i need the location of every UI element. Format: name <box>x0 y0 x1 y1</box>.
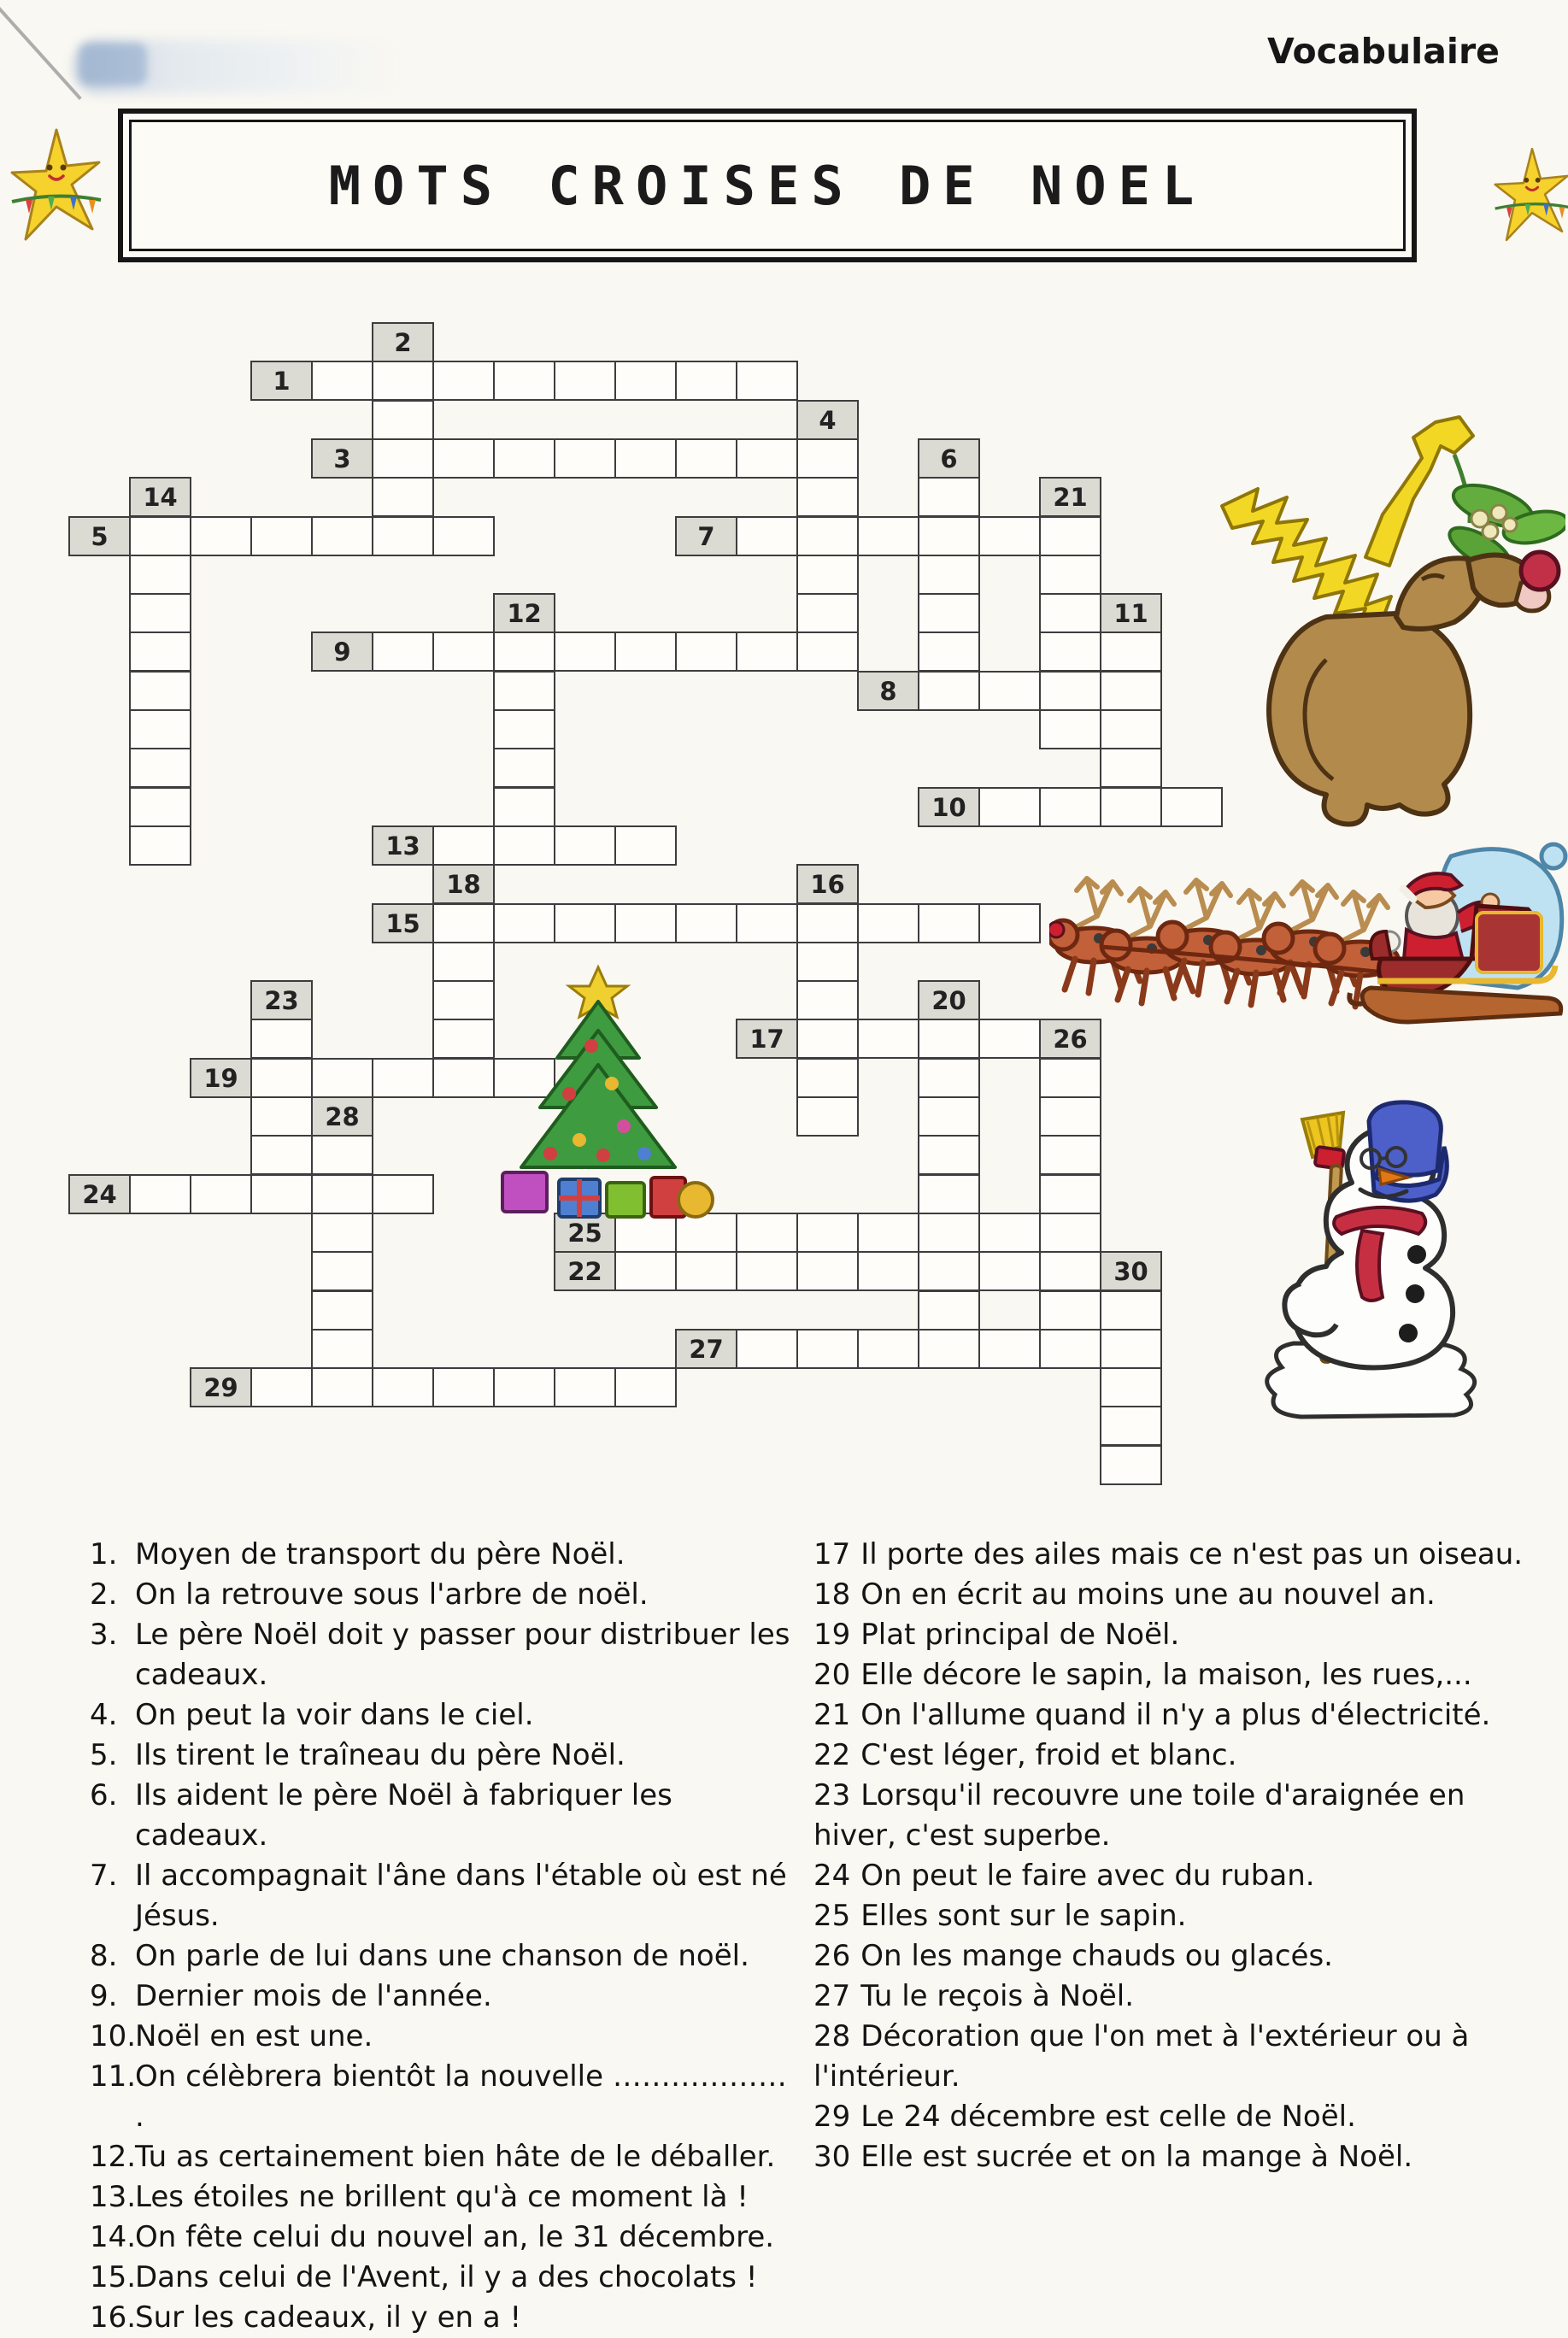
clue-item <box>90 2258 799 2298</box>
letter-cell[interactable] <box>372 361 434 401</box>
letter-cell[interactable] <box>796 477 859 517</box>
word-3-number-cell: 3 <box>311 438 373 479</box>
letter-cell[interactable] <box>614 903 677 943</box>
christmas-tree-illustration <box>477 964 720 1225</box>
letter-cell[interactable] <box>1039 671 1101 711</box>
letter-cell[interactable] <box>311 1290 373 1331</box>
letter-cell[interactable] <box>978 516 1041 556</box>
letter-cell[interactable] <box>614 631 677 672</box>
clue-text: Elle est sucrée et on la mange à Noël. <box>860 2140 1413 2174</box>
letter-cell[interactable] <box>918 1019 980 1059</box>
word-1-number-cell: 1 <box>250 361 313 401</box>
letter-cell[interactable] <box>736 516 798 556</box>
letter-cell[interactable] <box>250 1367 313 1407</box>
letter-cell[interactable] <box>1100 1290 1162 1331</box>
word-15-number-cell: 15 <box>372 903 434 943</box>
letter-cell[interactable] <box>675 631 737 672</box>
letter-cell[interactable] <box>250 1096 313 1137</box>
letter-cell[interactable] <box>1039 1135 1101 1175</box>
letter-cell[interactable] <box>1039 1213 1101 1253</box>
erased-name-smudge <box>79 43 147 85</box>
letter-cell[interactable] <box>918 631 980 672</box>
letter-cell[interactable] <box>554 631 616 672</box>
letter-cell[interactable] <box>736 361 798 401</box>
letter-cell[interactable] <box>432 438 495 479</box>
letter-cell[interactable] <box>250 1135 313 1175</box>
clue-item <box>90 1575 799 1615</box>
letter-cell[interactable] <box>918 516 980 556</box>
letter-cell[interactable] <box>1039 1329 1101 1369</box>
clue-number: 25 <box>813 1899 851 1933</box>
letter-cell[interactable] <box>493 709 555 749</box>
letter-cell[interactable] <box>190 516 252 556</box>
letter-cell[interactable] <box>918 593 980 633</box>
santa-sleigh-illustration <box>1049 831 1568 1031</box>
letter-cell[interactable] <box>675 361 737 401</box>
letter-cell[interactable] <box>311 1367 373 1407</box>
clue-number: 29 <box>813 2100 851 2134</box>
letter-cell[interactable] <box>129 631 191 672</box>
letter-cell[interactable] <box>250 1058 313 1098</box>
clue-number: 11. <box>90 2059 137 2094</box>
clue-text: On les mange chauds ou glacés. <box>860 1939 1333 1973</box>
letter-cell[interactable] <box>311 1213 373 1253</box>
letter-cell[interactable] <box>978 1329 1041 1369</box>
letter-cell[interactable] <box>372 477 434 517</box>
clue-item <box>90 1535 799 1575</box>
letter-cell[interactable] <box>493 631 555 672</box>
clue-text: Dans celui de l'Avent, il y a des chocolats ! <box>135 2260 758 2294</box>
clue-item <box>813 2017 1553 2097</box>
clue-number: 30 <box>813 2140 851 2174</box>
word-12-number-cell: 12 <box>493 593 555 633</box>
letter-cell[interactable] <box>978 671 1041 711</box>
letter-cell[interactable] <box>1039 709 1101 749</box>
letter-cell[interactable] <box>372 400 434 440</box>
letter-cell[interactable] <box>918 671 980 711</box>
letter-cell[interactable] <box>614 1367 677 1407</box>
letter-cell[interactable] <box>432 1367 495 1407</box>
clue-item <box>813 1615 1553 1655</box>
letter-cell[interactable] <box>796 903 859 943</box>
letter-cell[interactable] <box>493 748 555 788</box>
red-nose <box>1521 552 1559 590</box>
letter-cell[interactable] <box>1100 1406 1162 1446</box>
clue-number: 28 <box>813 2019 851 2053</box>
letter-cell[interactable] <box>918 1135 980 1175</box>
clue-text: Le père Noël doit y passer pour distribuer les cadeaux. <box>135 1618 790 1692</box>
word-2-number-cell: 2 <box>372 322 434 362</box>
letter-cell[interactable] <box>493 1367 555 1407</box>
lead-reindeer-nose <box>1049 922 1064 937</box>
clue-number: 10. <box>90 2019 137 2053</box>
title-box <box>118 109 1417 262</box>
clue-text: Plat principal de Noël. <box>860 1618 1180 1652</box>
page-title: MOTS CROISES DE NOEL <box>328 154 1207 217</box>
letter-cell[interactable] <box>493 438 555 479</box>
word-21-number-cell: 21 <box>1039 477 1101 517</box>
letter-cell[interactable] <box>311 1329 373 1369</box>
word-13-number-cell: 13 <box>372 825 434 866</box>
letter-cell[interactable] <box>1100 1329 1162 1369</box>
letter-cell[interactable] <box>372 1367 434 1407</box>
clue-number: 12. <box>90 2140 137 2174</box>
letter-cell[interactable] <box>918 1174 980 1214</box>
letter-cell[interactable] <box>1100 671 1162 711</box>
letter-cell[interactable] <box>978 1251 1041 1291</box>
letter-cell[interactable] <box>554 903 616 943</box>
clue-number: 22 <box>813 1738 851 1772</box>
letter-cell[interactable] <box>311 1251 373 1291</box>
clue-text: Il porte des ailes mais ce n'est pas un oiseau. <box>860 1537 1524 1571</box>
clue-item <box>813 1936 1553 1977</box>
letter-cell[interactable] <box>1039 1251 1101 1291</box>
letter-cell[interactable] <box>857 1251 919 1291</box>
clue-number: 26 <box>813 1939 851 1973</box>
letter-cell[interactable] <box>1039 787 1101 827</box>
clue-item <box>90 2218 799 2258</box>
letter-cell[interactable] <box>918 1329 980 1369</box>
letter-cell[interactable] <box>1100 631 1162 672</box>
word-16-number-cell: 16 <box>796 864 859 904</box>
letter-cell[interactable] <box>796 631 859 672</box>
letter-cell[interactable] <box>129 555 191 595</box>
letter-cell[interactable] <box>796 980 859 1020</box>
star-garland-left-illustration <box>10 128 103 256</box>
clue-number: 13. <box>90 2180 137 2214</box>
letter-cell[interactable] <box>432 903 495 943</box>
letter-cell[interactable] <box>493 671 555 711</box>
letter-cell[interactable] <box>554 1367 616 1407</box>
letter-cell[interactable] <box>857 516 919 556</box>
clue-item <box>813 2097 1553 2137</box>
reindeer-body <box>1269 552 1559 825</box>
clue-text: On parle de lui dans une chanson de noël. <box>135 1939 749 1973</box>
letter-cell[interactable] <box>129 671 191 711</box>
letter-cell[interactable] <box>493 361 555 401</box>
clue-item <box>813 1977 1553 2017</box>
clue-item <box>813 1856 1553 1896</box>
clue-text: Elles sont sur le sapin. <box>860 1899 1187 1933</box>
clue-item <box>813 1736 1553 1776</box>
clue-text: On célèbrera bientôt la nouvelle ……………… . <box>135 2059 787 2134</box>
clue-text: Ils tirent le traîneau du père Noël. <box>135 1738 625 1772</box>
letter-cell[interactable] <box>432 516 495 556</box>
letter-cell[interactable] <box>1100 709 1162 749</box>
snowman-illustration <box>1241 1096 1497 1429</box>
word-6-number-cell: 6 <box>918 438 980 479</box>
clue-item <box>90 1615 799 1695</box>
letter-cell[interactable] <box>736 438 798 479</box>
letter-cell[interactable] <box>250 1019 313 1059</box>
letter-cell[interactable] <box>978 787 1041 827</box>
letter-cell[interactable] <box>857 903 919 943</box>
letter-cell[interactable] <box>614 438 677 479</box>
letter-cell[interactable] <box>1039 1096 1101 1137</box>
clue-text: On en écrit au moins une au nouvel an. <box>860 1577 1436 1612</box>
clue-item <box>813 1575 1553 1615</box>
letter-cell[interactable] <box>918 477 980 517</box>
letter-cell[interactable] <box>372 438 434 479</box>
word-11-number-cell: 11 <box>1100 593 1162 633</box>
letter-cell[interactable] <box>796 1019 859 1059</box>
letter-cell[interactable] <box>493 903 555 943</box>
letter-cell[interactable] <box>796 1251 859 1291</box>
clue-item <box>813 1535 1553 1575</box>
title-box-inner-frame <box>129 120 1406 251</box>
word-29-number-cell: 29 <box>190 1367 252 1407</box>
letter-cell[interactable] <box>1039 593 1101 633</box>
letter-cell[interactable] <box>918 1290 980 1331</box>
clue-number: 24 <box>813 1859 851 1893</box>
letter-cell[interactable] <box>129 1174 191 1214</box>
letter-cell[interactable] <box>1100 1445 1162 1485</box>
letter-cell[interactable] <box>311 1058 373 1098</box>
letter-cell[interactable] <box>918 1058 980 1098</box>
clue-item <box>813 1896 1553 1936</box>
letter-cell[interactable] <box>129 709 191 749</box>
letter-cell[interactable] <box>1039 516 1101 556</box>
letter-cell[interactable] <box>918 1251 980 1291</box>
letter-cell[interactable] <box>857 1329 919 1369</box>
letter-cell[interactable] <box>311 1135 373 1175</box>
word-23-number-cell: 23 <box>250 980 313 1020</box>
word-24-number-cell: 24 <box>68 1174 131 1214</box>
letter-cell[interactable] <box>129 516 191 556</box>
letter-cell[interactable] <box>675 903 737 943</box>
clue-item <box>90 2137 799 2177</box>
letter-cell[interactable] <box>1100 1367 1162 1407</box>
word-14-number-cell: 14 <box>129 477 191 517</box>
letter-cell[interactable] <box>129 593 191 633</box>
tree-foliage <box>521 1002 675 1167</box>
letter-cell[interactable] <box>796 1329 859 1369</box>
clue-text: Elle décore le sapin, la maison, les rues,... <box>860 1658 1472 1692</box>
clue-text: Tu as certainement bien hâte de le déballer. <box>135 2140 776 2174</box>
clue-text: Tu le reçois à Noël. <box>860 1979 1135 2013</box>
clue-item <box>813 1776 1553 1856</box>
clue-text: On la retrouve sous l'arbre de noël. <box>135 1577 649 1612</box>
clue-text: Décoration que l'on met à l'extérieur ou à l'intérieur. <box>813 2019 1470 2094</box>
letter-cell[interactable] <box>736 1251 798 1291</box>
scan-artifact-line <box>0 0 82 100</box>
clue-number: 7. <box>90 1859 118 1893</box>
letter-cell[interactable] <box>372 516 434 556</box>
letter-cell[interactable] <box>432 825 495 866</box>
letter-cell[interactable] <box>796 516 859 556</box>
clue-number: 18 <box>813 1577 851 1612</box>
clue-text: Les étoiles ne brillent qu'à ce moment là ! <box>135 2180 749 2214</box>
letter-cell[interactable] <box>614 1251 677 1291</box>
letter-cell[interactable] <box>129 748 191 788</box>
letter-cell[interactable] <box>311 361 373 401</box>
letter-cell[interactable] <box>918 1096 980 1137</box>
word-28-number-cell: 28 <box>311 1096 373 1137</box>
clue-item <box>90 1856 799 1936</box>
letter-cell[interactable] <box>1039 1174 1101 1214</box>
letter-cell[interactable] <box>1100 787 1162 827</box>
word-27-number-cell: 27 <box>675 1329 737 1369</box>
clue-text: Il accompagnait l'âne dans l'étable où est né Jésus. <box>135 1859 787 1933</box>
word-25-number-cell: 25 <box>554 1213 616 1253</box>
word-8-number-cell: 8 <box>857 671 919 711</box>
clue-number: 16. <box>90 2300 137 2335</box>
letter-cell[interactable] <box>978 1213 1041 1253</box>
letter-cell[interactable] <box>918 903 980 943</box>
star-garland-right-illustration <box>1494 137 1568 265</box>
clue-item <box>90 1736 799 1776</box>
letter-cell[interactable] <box>918 1213 980 1253</box>
clue-text: Dernier mois de l'année. <box>135 1979 492 2013</box>
star-shape <box>12 130 99 239</box>
letter-cell[interactable] <box>129 787 191 827</box>
letter-cell[interactable] <box>432 631 495 672</box>
clue-text: Lorsqu'il recouvre une toile d'araignée en hiver, c'est superbe. <box>813 1778 1465 1853</box>
word-17-number-cell: 17 <box>736 1019 798 1059</box>
letter-cell[interactable] <box>554 825 616 866</box>
letter-cell[interactable] <box>736 903 798 943</box>
clue-text: Noël en est une. <box>135 2019 373 2053</box>
letter-cell[interactable] <box>372 1058 434 1098</box>
clue-item <box>813 1695 1553 1736</box>
word-30-number-cell: 30 <box>1100 1251 1162 1291</box>
clue-item <box>90 2017 799 2057</box>
word-10-number-cell: 10 <box>918 787 980 827</box>
clue-number: 3. <box>90 1618 118 1652</box>
clue-text: On fête celui du nouvel an, le 31 décembre. <box>135 2220 775 2254</box>
letter-cell[interactable] <box>736 631 798 672</box>
clue-number: 14. <box>90 2220 137 2254</box>
clue-number: 6. <box>90 1778 118 1812</box>
letter-cell[interactable] <box>736 1329 798 1369</box>
clue-list-left <box>90 1535 799 2338</box>
letter-cell[interactable] <box>554 438 616 479</box>
clue-number: 21 <box>813 1698 851 1732</box>
letter-cell[interactable] <box>493 825 555 866</box>
letter-cell[interactable] <box>554 361 616 401</box>
letter-cell[interactable] <box>796 1096 859 1137</box>
clue-text: C'est léger, froid et blanc. <box>860 1738 1237 1772</box>
letter-cell[interactable] <box>1039 1290 1101 1331</box>
letter-cell[interactable] <box>129 825 191 866</box>
gifts <box>502 1172 713 1217</box>
word-26-number-cell: 26 <box>1039 1019 1101 1059</box>
letter-cell[interactable] <box>250 1174 313 1214</box>
clue-number: 9. <box>90 1979 118 2013</box>
word-20-number-cell: 20 <box>918 980 980 1020</box>
letter-cell[interactable] <box>857 1213 919 1253</box>
letter-cell[interactable] <box>432 361 495 401</box>
word-19-number-cell: 19 <box>190 1058 252 1098</box>
letter-cell[interactable] <box>978 1019 1041 1059</box>
clue-number: 5. <box>90 1738 118 1772</box>
letter-cell[interactable] <box>978 903 1041 943</box>
clue-text: On peut le faire avec du ruban. <box>860 1859 1315 1893</box>
clue-number: 4. <box>90 1698 118 1732</box>
clue-number: 15. <box>90 2260 137 2294</box>
letter-cell[interactable] <box>736 1213 798 1253</box>
reindeer-mistletoe-illustration <box>1198 403 1565 852</box>
letter-cell[interactable] <box>614 361 677 401</box>
letter-cell[interactable] <box>796 593 859 633</box>
clue-item <box>90 1936 799 1977</box>
word-4-number-cell: 4 <box>796 400 859 440</box>
clue-number: 8. <box>90 1939 118 1973</box>
letter-cell[interactable] <box>614 825 677 866</box>
clue-text: On peut la voir dans le ciel. <box>135 1698 534 1732</box>
clue-number: 27 <box>813 1979 851 2013</box>
letter-cell[interactable] <box>1100 748 1162 788</box>
letter-cell[interactable] <box>1039 1058 1101 1098</box>
clue-item <box>90 2057 799 2137</box>
letter-cell[interactable] <box>796 1213 859 1253</box>
letter-cell[interactable] <box>796 942 859 982</box>
word-7-number-cell: 7 <box>675 516 737 556</box>
letter-cell[interactable] <box>311 1174 373 1214</box>
clue-number: 23 <box>813 1778 851 1812</box>
letter-cell[interactable] <box>918 555 980 595</box>
clue-item <box>90 2177 799 2218</box>
clue-number: 19 <box>813 1618 851 1652</box>
corner-label: Vocabulaire <box>1267 31 1500 72</box>
clue-text: Sur les cadeaux, il y en a ! <box>135 2300 522 2335</box>
clue-text: Ils aident le père Noël à fabriquer les cadeaux. <box>135 1778 672 1853</box>
reindeer-team <box>1049 878 1407 1007</box>
letter-cell[interactable] <box>675 438 737 479</box>
letter-cell[interactable] <box>250 516 313 556</box>
letter-cell[interactable] <box>1039 555 1101 595</box>
letter-cell[interactable] <box>493 787 555 827</box>
letter-cell[interactable] <box>857 1019 919 1059</box>
word-9-number-cell: 9 <box>311 631 373 672</box>
clue-item <box>90 1776 799 1856</box>
letter-cell[interactable] <box>796 1058 859 1098</box>
letter-cell[interactable] <box>311 516 373 556</box>
clue-item <box>813 1655 1553 1695</box>
clue-list-right <box>813 1535 1553 2177</box>
word-18-number-cell: 18 <box>432 864 495 904</box>
clue-number: 2. <box>90 1577 118 1612</box>
clue-number: 17 <box>813 1537 851 1571</box>
letter-cell[interactable] <box>796 438 859 479</box>
word-22-number-cell: 22 <box>554 1251 616 1291</box>
letter-cell[interactable] <box>190 1174 252 1214</box>
clue-number: 1. <box>90 1537 118 1571</box>
clue-item <box>90 2298 799 2338</box>
clue-number: 20 <box>813 1658 851 1692</box>
letter-cell[interactable] <box>796 555 859 595</box>
clue-item <box>813 2137 1553 2177</box>
star-shape <box>1495 149 1568 240</box>
clue-item <box>90 1977 799 2017</box>
clue-text: On l'allume quand il n'y a plus d'électricité. <box>860 1698 1491 1732</box>
letter-cell[interactable] <box>372 631 434 672</box>
blue-hat <box>1369 1102 1447 1201</box>
clue-item <box>90 1695 799 1736</box>
clue-text: Moyen de transport du père Noël. <box>135 1537 625 1571</box>
word-5-number-cell: 5 <box>68 516 131 556</box>
letter-cell[interactable] <box>675 1251 737 1291</box>
letter-cell[interactable] <box>372 1174 434 1214</box>
letter-cell[interactable] <box>1039 631 1101 672</box>
clue-text: Le 24 décembre est celle de Noël. <box>860 2100 1356 2134</box>
